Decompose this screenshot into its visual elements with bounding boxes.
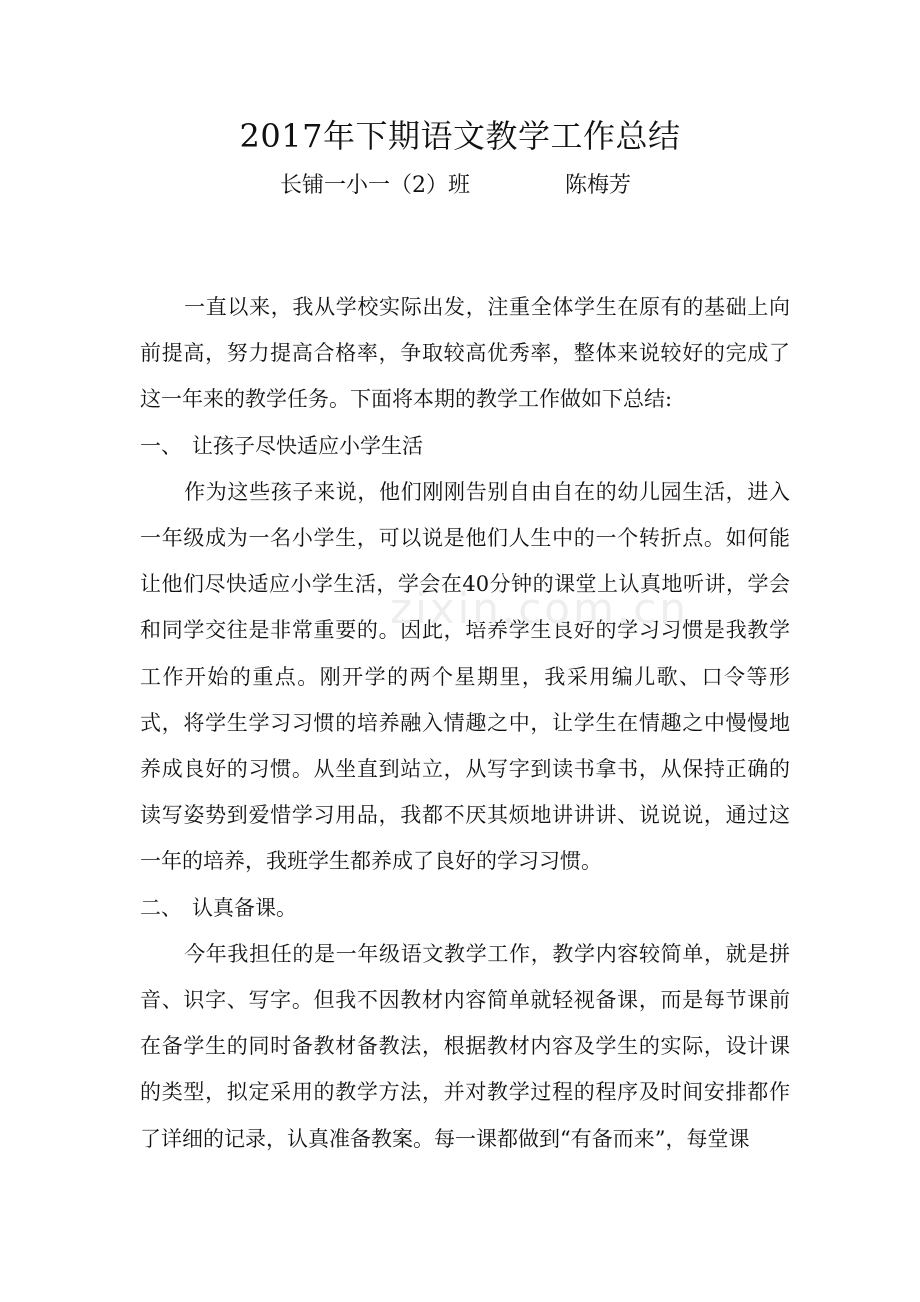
section-paragraph-2: 今年我担任的是一年级语文教学工作，教学内容较简单，就是拼音、识字、写字。但我不因教材内容简单就轻视备课，而是每节课前在备学生的同时备教材备教法，根据教材内容及学生的实际，设计课的类型，拟定采用的教学方法，并对教学过程的程序及时间安排都作了详细的记录，认真准备教案。每一课都做到“有备而来”，每堂课 <box>140 941 790 1151</box>
watermark-text: zixin.com.cn <box>390 584 689 633</box>
intro-paragraph: 一直以来，我从学校实际出发，注重全体学生在原有的基础上向前提高，努力提高合格率，争取较高优秀率，整体来说较好的完成了这一年来的教学任务。下面将本期的教学工作做如下总结: <box>140 295 790 412</box>
section-heading-2 <box>140 885 790 931</box>
section-number-1: 一、 <box>140 433 182 458</box>
document-body <box>140 284 790 1162</box>
document-byline <box>0 166 920 206</box>
section-heading-1-text: 让孩子尽快适应小学生活 <box>192 433 423 458</box>
section-heading-2-text: 认真备课。 <box>192 895 297 920</box>
document-title: 2017年下期语文教学工作总结 <box>239 117 681 155</box>
school-class: 长铺一小一（2）班 <box>280 173 470 198</box>
author-name: 陈梅芳 <box>565 173 632 198</box>
section-paragraph-1: 作为这些孩子来说，他们刚刚告别自由自在的幼儿园生活，进入一年级成为一名小学生，可以说是他们人生中的一个转折点。如何能让他们尽快适应小学生活，学会在40分钟的课堂上认真地听讲，学会和同学交往是非常重要的。因此，培养学生良好的学习习惯是我教学工作开始的重点。刚开学的两个星期里，我采用编儿歌、口令等形式，将学生学习习惯的培养融入情趣之中，让学生在情趣之中慢慢地养成良好的习惯。从坐直到站立，从写字到读书拿书，从保持正确的读写姿势到爱惜学习用品，我都不厌其烦地讲讲讲、说说说，通过这一年的培养，我班学生都养成了良好的学习习惯。 <box>140 479 790 874</box>
section-number-2: 二、 <box>140 895 182 920</box>
section-heading-1 <box>140 423 790 469</box>
